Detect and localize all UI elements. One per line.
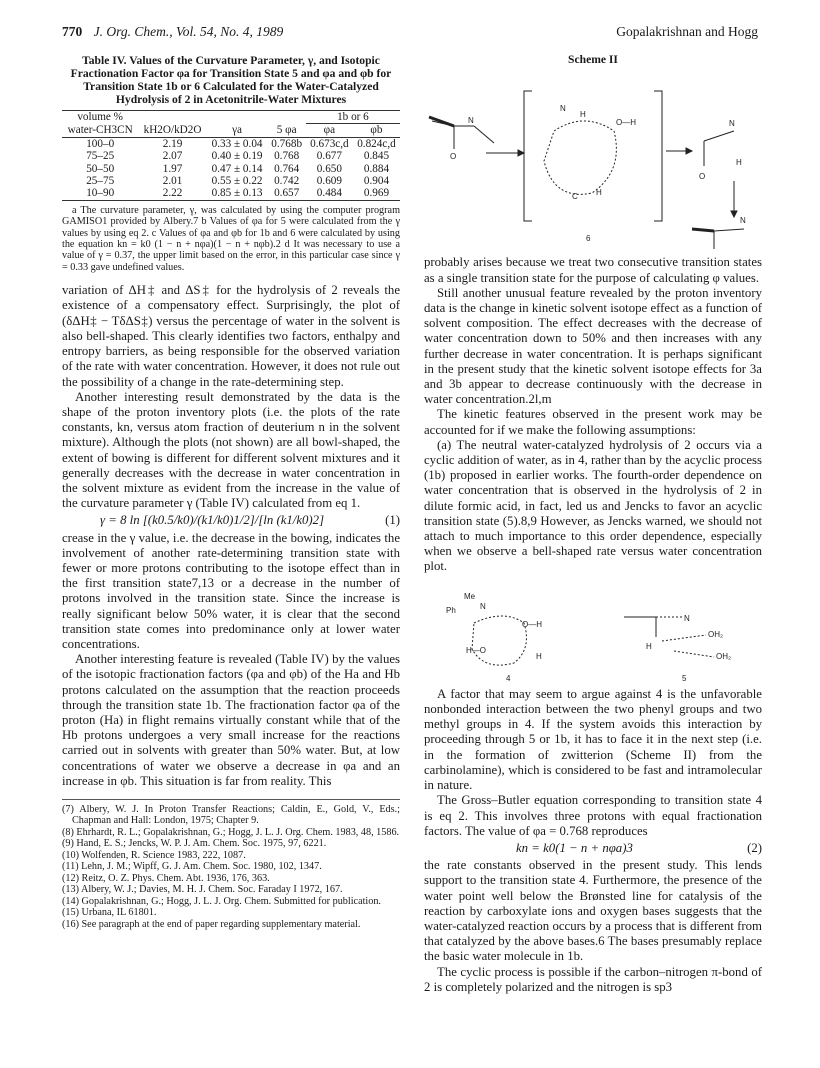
table-cell: 0.768 <box>274 150 300 163</box>
table-cell: 0.673c,d <box>310 137 349 150</box>
equation-text: γ = 8 ln [(k0.5/k0)/(k1/k0)1/2]/[ln (k1/k0)2] <box>100 513 325 528</box>
table-cell: 0.33 ± 0.04 <box>211 137 263 150</box>
table-cell: 0.609 <box>316 175 342 188</box>
svg-text:OH₂: OH₂ <box>708 629 724 639</box>
svg-text:Ph: Ph <box>446 605 456 615</box>
table-cell: 0.677 <box>316 150 342 163</box>
th-k: kH2O/kD2O <box>138 124 206 137</box>
paragraph: crease in the γ value, i.e. the decrease in the bowing, indicates the involvement of another rate-determining transition state with fewer or more protons contributing to the isotope effect than in the first transition state7,13 or a decrease in the number of protons involved in the transition state. Since the increase is really significant below 50% water, it is clear that the second transition state comes into predominance only at lower water concentrations. <box>62 530 400 651</box>
table-cell: 0.764 <box>274 162 300 175</box>
table-cell: 2.19 <box>162 137 183 150</box>
th-gamma: γa <box>207 124 268 137</box>
paragraph: Another interesting feature is revealed (Table IV) by the values of the isotopic fractionation factors (φa and φb) of the Ha and Hb protons calculated on the assumption that the reaction proceeds through the transition state 1b. The fractionation factor φa of the proton (Ha) in flight remains virtually constant while that of the Hb protons undergoes a very small increase for the reactions carried out in solvents with greater than 50% water. But, at low concentrations of water we observe a decrease in φa and an increase in φb. This situation is far from reality. This <box>62 652 400 788</box>
compound-label-5: 5 <box>682 673 687 683</box>
equation-text: kn = k0(1 − n + nφa)3 <box>516 840 633 855</box>
table-cell: 0.904 <box>363 175 390 188</box>
svg-text:N: N <box>560 104 566 114</box>
reference: (13) Albery, W. J.; Davies, M. H. J. Chem. Soc. Faraday I 1972, 167. <box>62 884 343 896</box>
paragraph: the rate constants observed in the present study. This lends support to the transition state 4. Furthermore, the presence of the water point well below the Brønsted line for catalysis of the reaction by carboxylate ions and oxygen bases suggests that the water-catalyzed reaction occurs by a process that is different from that catalyzed by the above bases.6 The bases presumably replace the basic water molecule in 1b. <box>424 858 762 964</box>
svg-text:H: H <box>646 641 652 651</box>
table-footnote <box>62 205 400 273</box>
table-cell: 25–75 <box>86 175 115 188</box>
equation-number: (1) <box>385 513 400 528</box>
reference: (12) Reitz, O. Z. Phys. Chem. Abt. 1936, 176, 363. <box>62 872 270 884</box>
table-cell: 0.484 <box>306 187 353 200</box>
table-cell: 0.657 <box>267 187 305 200</box>
th-group: 1b or 6 <box>306 111 400 124</box>
transition-states-4-5-diagram <box>424 579 762 683</box>
data-table <box>62 110 400 201</box>
svg-text:H—O: H—O <box>466 645 486 655</box>
paragraph: Still another unusual feature revealed by the proton inventory data is the change in kinetic solvent isotope effect as a function of solvent composition. The effect decreases with the decrease of water concentration down to 50% and then increases with any further decrease in water concentration. It is perhaps significant in the present study that the kinetic solvent isotope effects for 3a and 3b appear to decrease continuously with the decrease in water concentration.2l,m <box>424 285 762 407</box>
svg-text:OH₂: OH₂ <box>716 651 732 661</box>
svg-text:H: H <box>736 158 742 168</box>
svg-text:N: N <box>729 119 735 129</box>
reference: (9) Hand, E. S.; Jencks, W. P. J. Am. Chem. Soc. 1975, 97, 6221. <box>62 838 327 850</box>
table-cell: 0.969 <box>353 187 400 200</box>
th-volume2: water-CH3CN <box>62 124 138 137</box>
table-cell: 0.47 ± 0.14 <box>211 162 263 175</box>
th-volume: volume % <box>62 111 138 124</box>
table-cell: 0.650 <box>316 162 342 175</box>
reference: (8) Ehrhardt, R. L.; Gopalakrishnan, G.; Hogg, J. L. J. Org. Chem. 1983, 48, 1586. <box>62 826 400 838</box>
svg-text:O: O <box>450 152 457 162</box>
table-cell: 0.85 ± 0.13 <box>207 187 268 200</box>
journal-citation: J. Org. Chem., Vol. 54, No. 4, 1989 <box>93 24 284 39</box>
table-cell: 100–0 <box>86 137 115 150</box>
references <box>62 799 400 931</box>
svg-text:H: H <box>580 110 586 120</box>
paragraph: The cyclic process is possible if the carbon–nitrogen π-bond of 2 is completely polarized and the nitrogen is sp3 <box>424 964 762 994</box>
table-cell: 2.01 <box>162 175 183 188</box>
paragraph: Another interesting result demonstrated by the data is the shape of the proton inventory plots (i.e. the plots of the rate constants, kn, versus atom fraction of deuterium n in the solvent mixture). Although the plots (not shown) are all bowl-shaped, the extent of bowing is different for different solvent mixtures and it generally decreases with the decrease in water concentration in the solvent mixture as evident from the increase in the value of the curvature parameter γ (Table IV) calculated from eq 1. <box>62 389 400 511</box>
table-row <box>62 150 400 162</box>
svg-text:O: O <box>699 172 706 182</box>
svg-text:N: N <box>468 116 474 126</box>
svg-text:N: N <box>480 601 486 611</box>
th-5phia: 5 φa <box>267 124 305 137</box>
table-cell: 10–90 <box>62 187 138 200</box>
svg-text:Me: Me <box>464 591 476 601</box>
table-row <box>62 137 400 150</box>
th-phib: φb <box>353 124 400 137</box>
table-row <box>62 163 400 175</box>
scheme-ii-diagram <box>424 71 762 251</box>
svg-text:C: C <box>572 192 578 202</box>
reference: (10) Wolfenden, R. Science 1983, 222, 1087. <box>62 849 246 861</box>
paragraph: probably arises because we treat two consecutive transition states as a single transition state for the purpose of calculating φ values. <box>424 255 762 285</box>
page-header <box>62 24 758 40</box>
left-column <box>62 52 400 930</box>
table-row <box>62 187 400 200</box>
running-authors: Gopalakrishnan and Hogg <box>616 24 758 39</box>
svg-text:N: N <box>684 613 690 623</box>
reference: (15) Urbana, IL 61801. <box>62 907 157 919</box>
paragraph: A factor that may seem to argue against 4 is the unfavorable nonbonded interaction between the two phenyl groups and two methyl groups in 4. If the system avoids this interaction by proceeding through 5 or 1b, it has to face it in the next step (i.e. in the formation of zwitterion (Scheme II) from the carbinolamine), which is considered to be fast and intramolecular in nature. <box>424 686 762 793</box>
equation-1 <box>62 511 400 530</box>
table-cell: 0.40 ± 0.19 <box>211 150 263 163</box>
reference: (7) Albery, W. J. In Proton Transfer Reactions; Caldin, E., Gold, V., Eds.; Chapman and Hall: London, 1975; Chapter 9. <box>62 803 400 827</box>
paragraph: (a) The neutral water-catalyzed hydrolysis of 2 occurs via a cyclic addition of water, as in 4, rather than by the acyclic process (1b) proposed in earlier works. The fourth-order dependence on water concentration that is observed in the hydrolysis of 2 in dilute formic acid, in fact, led us and Jencks to favor an acyclic transition state (5).8,9 However, as Jencks warned, we should not attach to much importance to this order dependence, especially when we observe a bell-shaped rate versus water concentration plot. <box>424 437 762 574</box>
footnote-text: a The curvature parameter, γ, was calculated by using the computer program GAMISO1 provided by Albery.7 b Values of φa for 5 were calculated from the γ values by using eq 2. c Values of φa and φb for 1b and 6 were calculated by using the equation kn = k0 (1 − n + nφa)(1 − n + nφb).2 d It was necessary to use a value of γ = 0.37, the upper limit based on the error, in this particular case since γ = 0.33 gave undefined values. <box>62 204 400 273</box>
table-row <box>62 175 400 187</box>
table-cell: 0.768b <box>271 137 303 150</box>
scheme-title: Scheme II <box>568 53 618 66</box>
paragraph: The kinetic features observed in the present work may be accounted for if we make the following assumptions: <box>424 407 762 437</box>
reference: (14) Gopalakrishnan, G.; Hogg, J. L. J. Org. Chem. Submitted for publication. <box>62 895 381 907</box>
svg-text:O—H: O—H <box>616 118 636 128</box>
svg-text:H: H <box>536 651 542 661</box>
table-cell: 0.884 <box>363 162 390 175</box>
table-cell: 2.07 <box>162 150 183 163</box>
reference: (16) See paragraph at the end of paper regarding supplementary material. <box>62 918 361 930</box>
table-cell: 0.845 <box>363 150 390 163</box>
svg-text:N: N <box>740 216 746 226</box>
compound-label-6: 6 <box>586 234 591 244</box>
table-title: Table IV. Values of the Curvature Parameter, γ, and Isotopic Fractionation Factor φa for Transition State 5 and φa and φb for Transition State 1b or 6 Calculated for the Water-Catalyzed Hydrolysis of 2 in Acetonitrile-Water Mixtures <box>70 54 392 106</box>
th-phia: φa <box>306 124 353 137</box>
svg-text:H: H <box>596 188 602 198</box>
table-cell: 0.824c,d <box>357 137 396 150</box>
table-cell: 50–50 <box>86 162 115 175</box>
svg-text:O—H: O—H <box>522 619 542 629</box>
table-cell: 1.97 <box>162 162 183 175</box>
reference: (11) Lehn, J. M.; Wipff, G. J. Am. Chem. Soc. 1980, 102, 1347. <box>62 861 322 873</box>
table-cell: 0.55 ± 0.22 <box>211 175 263 188</box>
equation-number: (2) <box>747 840 762 855</box>
table-cell: 0.742 <box>274 175 300 188</box>
paragraph: The Gross–Butler equation corresponding to transition state 4 is eq 2. This involves three protons with equal fractionation factors. The value of φa = 0.768 reproduces <box>424 793 762 838</box>
paragraph: variation of ΔH‡ and ΔS‡ for the hydrolysis of 2 reveals the existence of a compensatory effect. Surprisingly, the plot of (δΔH‡ − TδΔS‡) versus the percentage of water in the solvent is also bell-shaped. This clearly identifies two factors, enthalpy and entropy barriers, as being responsible for the observed variation of the rate with water concentration. However, it does not rule out the possibility of a change in the rate-determining step. <box>62 283 400 389</box>
table-cell: 2.22 <box>138 187 206 200</box>
table-cell: 75–25 <box>86 150 115 163</box>
page-number: 770 <box>62 24 83 39</box>
right-column <box>424 52 762 995</box>
equation-2 <box>424 839 762 858</box>
compound-label-4: 4 <box>506 673 511 683</box>
